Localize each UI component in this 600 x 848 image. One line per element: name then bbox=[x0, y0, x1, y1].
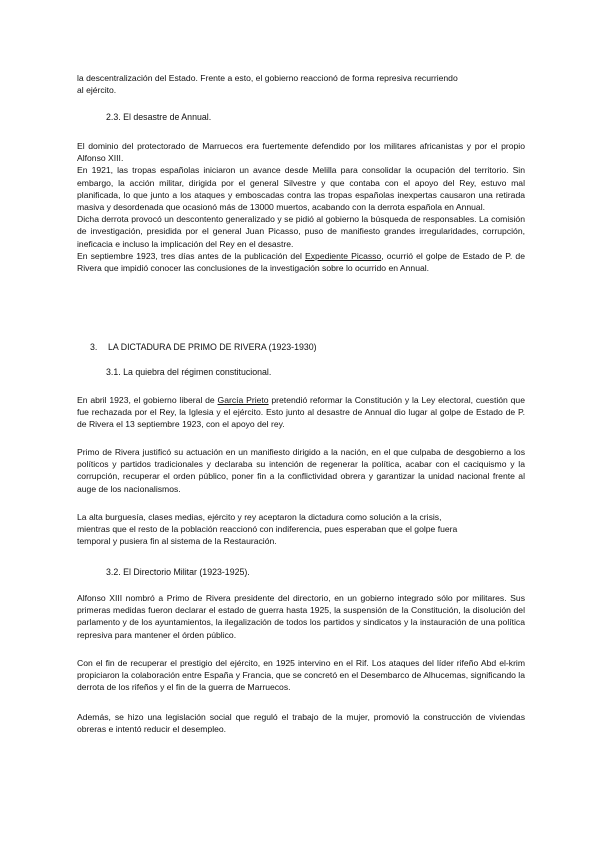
paragraph-3-2-3: Además, se hizo una legislación social que reguló el trabajo de la mujer, promovió la construcción de viviendas obreras e intentó reducir el desempleo. bbox=[77, 712, 525, 735]
paragraph-3-1-1 bbox=[77, 394, 525, 431]
section-2-3-body bbox=[77, 140, 525, 274]
p31-text-before: En abril 1923, el gobierno liberal de bbox=[77, 395, 218, 405]
heading-3 bbox=[90, 341, 317, 353]
p313-line-3: temporal y pusiera fin al sistema de la Restauración. bbox=[77, 536, 277, 547]
heading-3-number: 3. bbox=[90, 342, 98, 352]
p31-text-after: pretendió reformar la Constitución y la Ley electoral, cuestión que fue rechazada por el Rey, la Iglesia y el ejército. Esto junto al desastre de Annual dio lugar al golpe de Estado de P. de Rivera el 13 septiembre 1923, con el apoyo del rey. bbox=[77, 395, 525, 430]
paragraph-2-3-3: Dicha derrota provocó un descontento generalizado y se pidió al gobierno la búsqueda de responsables. La comisión de investigación, presidida por el general Juan Picasso, puso de manifiesto grandes irregularidades, corrupción, ineficacia e incluso la implicación del Rey en el desastre. bbox=[77, 214, 525, 249]
p4-text-before: En septiembre 1923, tres días antes de la publicación del bbox=[77, 250, 306, 261]
heading-2-3: 2.3. El desastre de Annual. bbox=[106, 112, 212, 122]
intro-paragraph bbox=[77, 72, 525, 96]
p313-line-2: mientras que el resto de la población reaccionó con indiferencia, pues esperaban que el golpe fuera bbox=[77, 524, 458, 535]
heading-3-2: 3.2. El Directorio Militar (1923-1925). bbox=[106, 567, 250, 577]
paragraph-3-2-2: Con el fin de recuperar el prestigio del ejército, en 1925 intervino en el Rif. Los ataques del líder rifeño Abd el-krim propiciaron la colaboración entre España y Francia, que se concretó en el Desembarco de Alhucemas, significando la derrota de los rifeños y el fin de la guerra de Marruecos. bbox=[77, 658, 525, 693]
paragraph-2-3-2: En 1921, las tropas españolas iniciaron un avance desde Melilla para consolidar la ocupación del territorio. Sin embargo, la acción militar, dirigida por el general Silvestre y que contaba con el apoyo del Rey, estuvo mal planificada, lo que junto a los ataques y emboscadas contra las tropas españolas inexpertas causaron una retirada masiva y desordenada que ocasionó más de 13000 muertos, acabando con la derrota española en Annual. bbox=[77, 165, 525, 213]
paragraph-3-1-3 bbox=[77, 511, 525, 548]
p313-line-1: La alta burguesía, clases medias, ejército y rey aceptaron la dictadura como solución a la crisis, bbox=[77, 512, 442, 522]
p4-text-after: , ocurrió el golpe de Estado de P. de Rivera que impidió conocer las conclusiones de la investigación sobre lo ocurrido en Annual. bbox=[77, 250, 525, 274]
expediente-picasso-link[interactable]: Expediente Picasso bbox=[305, 250, 382, 261]
paragraph-2-3-1: El dominio del protectorado de Marruecos era fuertemente defendido por los militares africanistas y por el propio Alfonso XIII. bbox=[77, 141, 525, 164]
heading-3-1: 3.1. La quiebra del régimen constitucional. bbox=[106, 367, 272, 377]
intro-line-1: la descentralización del Estado. Frente a esto, el gobierno reaccionó de forma represiva recurriendo bbox=[77, 73, 458, 83]
paragraph-2-3-4 bbox=[77, 250, 525, 274]
paragraph-3-2-1: Alfonso XIII nombró a Primo de Rivera presidente del directorio, en un gobierno integrado sólo por militares. Sus primeras medidas fueron declarar el estado de guerra hasta 1925, la suspensión de la Constitución, la disolución del parlamento y de los ayuntamientos, la ilegalización de todos los partidos y sindicatos y la instauración de una política represiva para mantener el órden público. bbox=[77, 593, 525, 640]
heading-3-title: LA DICTADURA DE PRIMO DE RIVERA (1923-1930) bbox=[108, 342, 317, 352]
paragraph-3-1-2: Primo de Rivera justificó su actuación en un manifiesto dirigido a la nación, en el que culpaba de desgobierno a los políticos y partidos tradicionales y declaraba su intención de regenerar la política, acabar con el caciquismo y la corrupción, recuperar el orden público, poner fin a la conflictividad obrera y garantizar la unidad nacional frente al auge de los nacionalismos. bbox=[77, 447, 525, 494]
intro-line-2: al ejército. bbox=[77, 85, 117, 96]
garcia-prieto-link[interactable]: García Prieto bbox=[217, 395, 269, 405]
